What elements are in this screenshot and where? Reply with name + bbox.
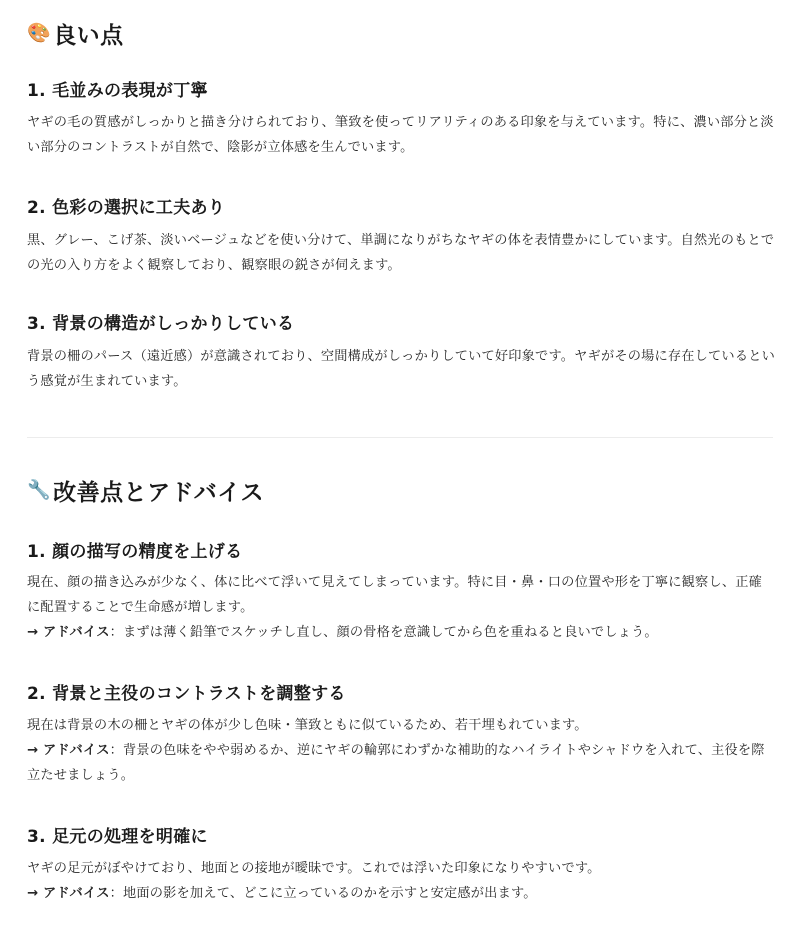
improve-item-2-advice: → アドバイス：背景の色味をやや弱めるか、逆にヤギの輪郭にわずかな補助的なハイライトやシャドウを入れて、主役を際立たせましょう。 [27, 743, 765, 783]
improve-item-1-heading: 1. 顔の描写の精度を上げる [27, 542, 243, 562]
improve-item-3-heading: 3. 足元の処理を明確に [27, 827, 208, 847]
improve-item-1-advice: → アドバイス：まずは薄く鉛筆でスケッチし直し、顔の骨格を意識してから色を重ねると良いでしょう。 [27, 625, 658, 640]
improve-item-3-body: ヤギの足元がぼやけており、地面との接地が曖昧です。これでは浮いた印象になりやすいです。 → アドバイス：地面の影を加えて、どこに立っているのかを示すと安定感が出ます。 [27, 856, 775, 906]
good-item-3-body: 背景の柵のパース（遠近感）が意識されており、空間構成がしっかりしていて好印象です。ヤギがその場に存在しているという感覚が生まれています。 [27, 349, 775, 389]
improve-item-2-body: 現在は背景の木の柵とヤギの体が少し色味・筆致ともに似ているため、若干埋もれています。 → アドバイス：背景の色味をやや弱めるか、逆にヤギの輪郭にわずかな補助的なハイライトやシャドウを入れて、主役を際立たせましょう。 [27, 713, 775, 788]
good-item-2-heading: 2. 色彩の選択に工夫あり [27, 198, 226, 218]
improve-item-1-body: 現在、顔の描き込みが少なく、体に比べて浮いて見えてしまっています。特に目・鼻・口の位置や形を丁寧に観察し、正確に配置することで生命感が増します。 → アドバイス：まずは薄く鉛筆でスケッチし直し、顔の骨格を意識してから色を重ねると良いでしょう。 [27, 570, 775, 645]
improvement-title: 改善点とアドバイス [53, 479, 264, 506]
section-divider [27, 437, 773, 438]
wrench-icon: 🔧 [27, 478, 52, 501]
good-item-3-heading: 3. 背景の構造がしっかりしている [27, 314, 295, 334]
improvement-heading [27, 473, 264, 507]
improve-item-3-advice: → アドバイス：地面の影を加えて、どこに立っているのかを示すと安定感が出ます。 [27, 886, 537, 901]
good-item-1-heading: 1. 毛並みの表現が丁寧 [27, 81, 208, 101]
advice-label: → アドバイス [27, 625, 110, 640]
good-item-2-body: 黒、グレー、こげ茶、淡いベージュなどを使い分けて、単調になりがちなヤギの体を表情豊かにしています。自然光のもとでの光の入り方をよく観察しており、観察眼の鋭さが伺えます。 [27, 233, 775, 273]
improve-item-2-heading: 2. 背景と主役のコントラストを調整する [27, 684, 346, 704]
good-points-heading [27, 16, 124, 50]
good-points-title: 良い点 [53, 22, 124, 49]
advice-label: → アドバイス [27, 743, 110, 758]
palette-icon: 🎨 [27, 21, 52, 44]
advice-label: → アドバイス [27, 886, 110, 901]
good-item-1-body: ヤギの毛の質感がしっかりと描き分けられており、筆致を使ってリアリティのある印象を与えています。特に、濃い部分と淡い部分のコントラストが自然で、陰影が立体感を生んでいます。 [27, 115, 774, 155]
